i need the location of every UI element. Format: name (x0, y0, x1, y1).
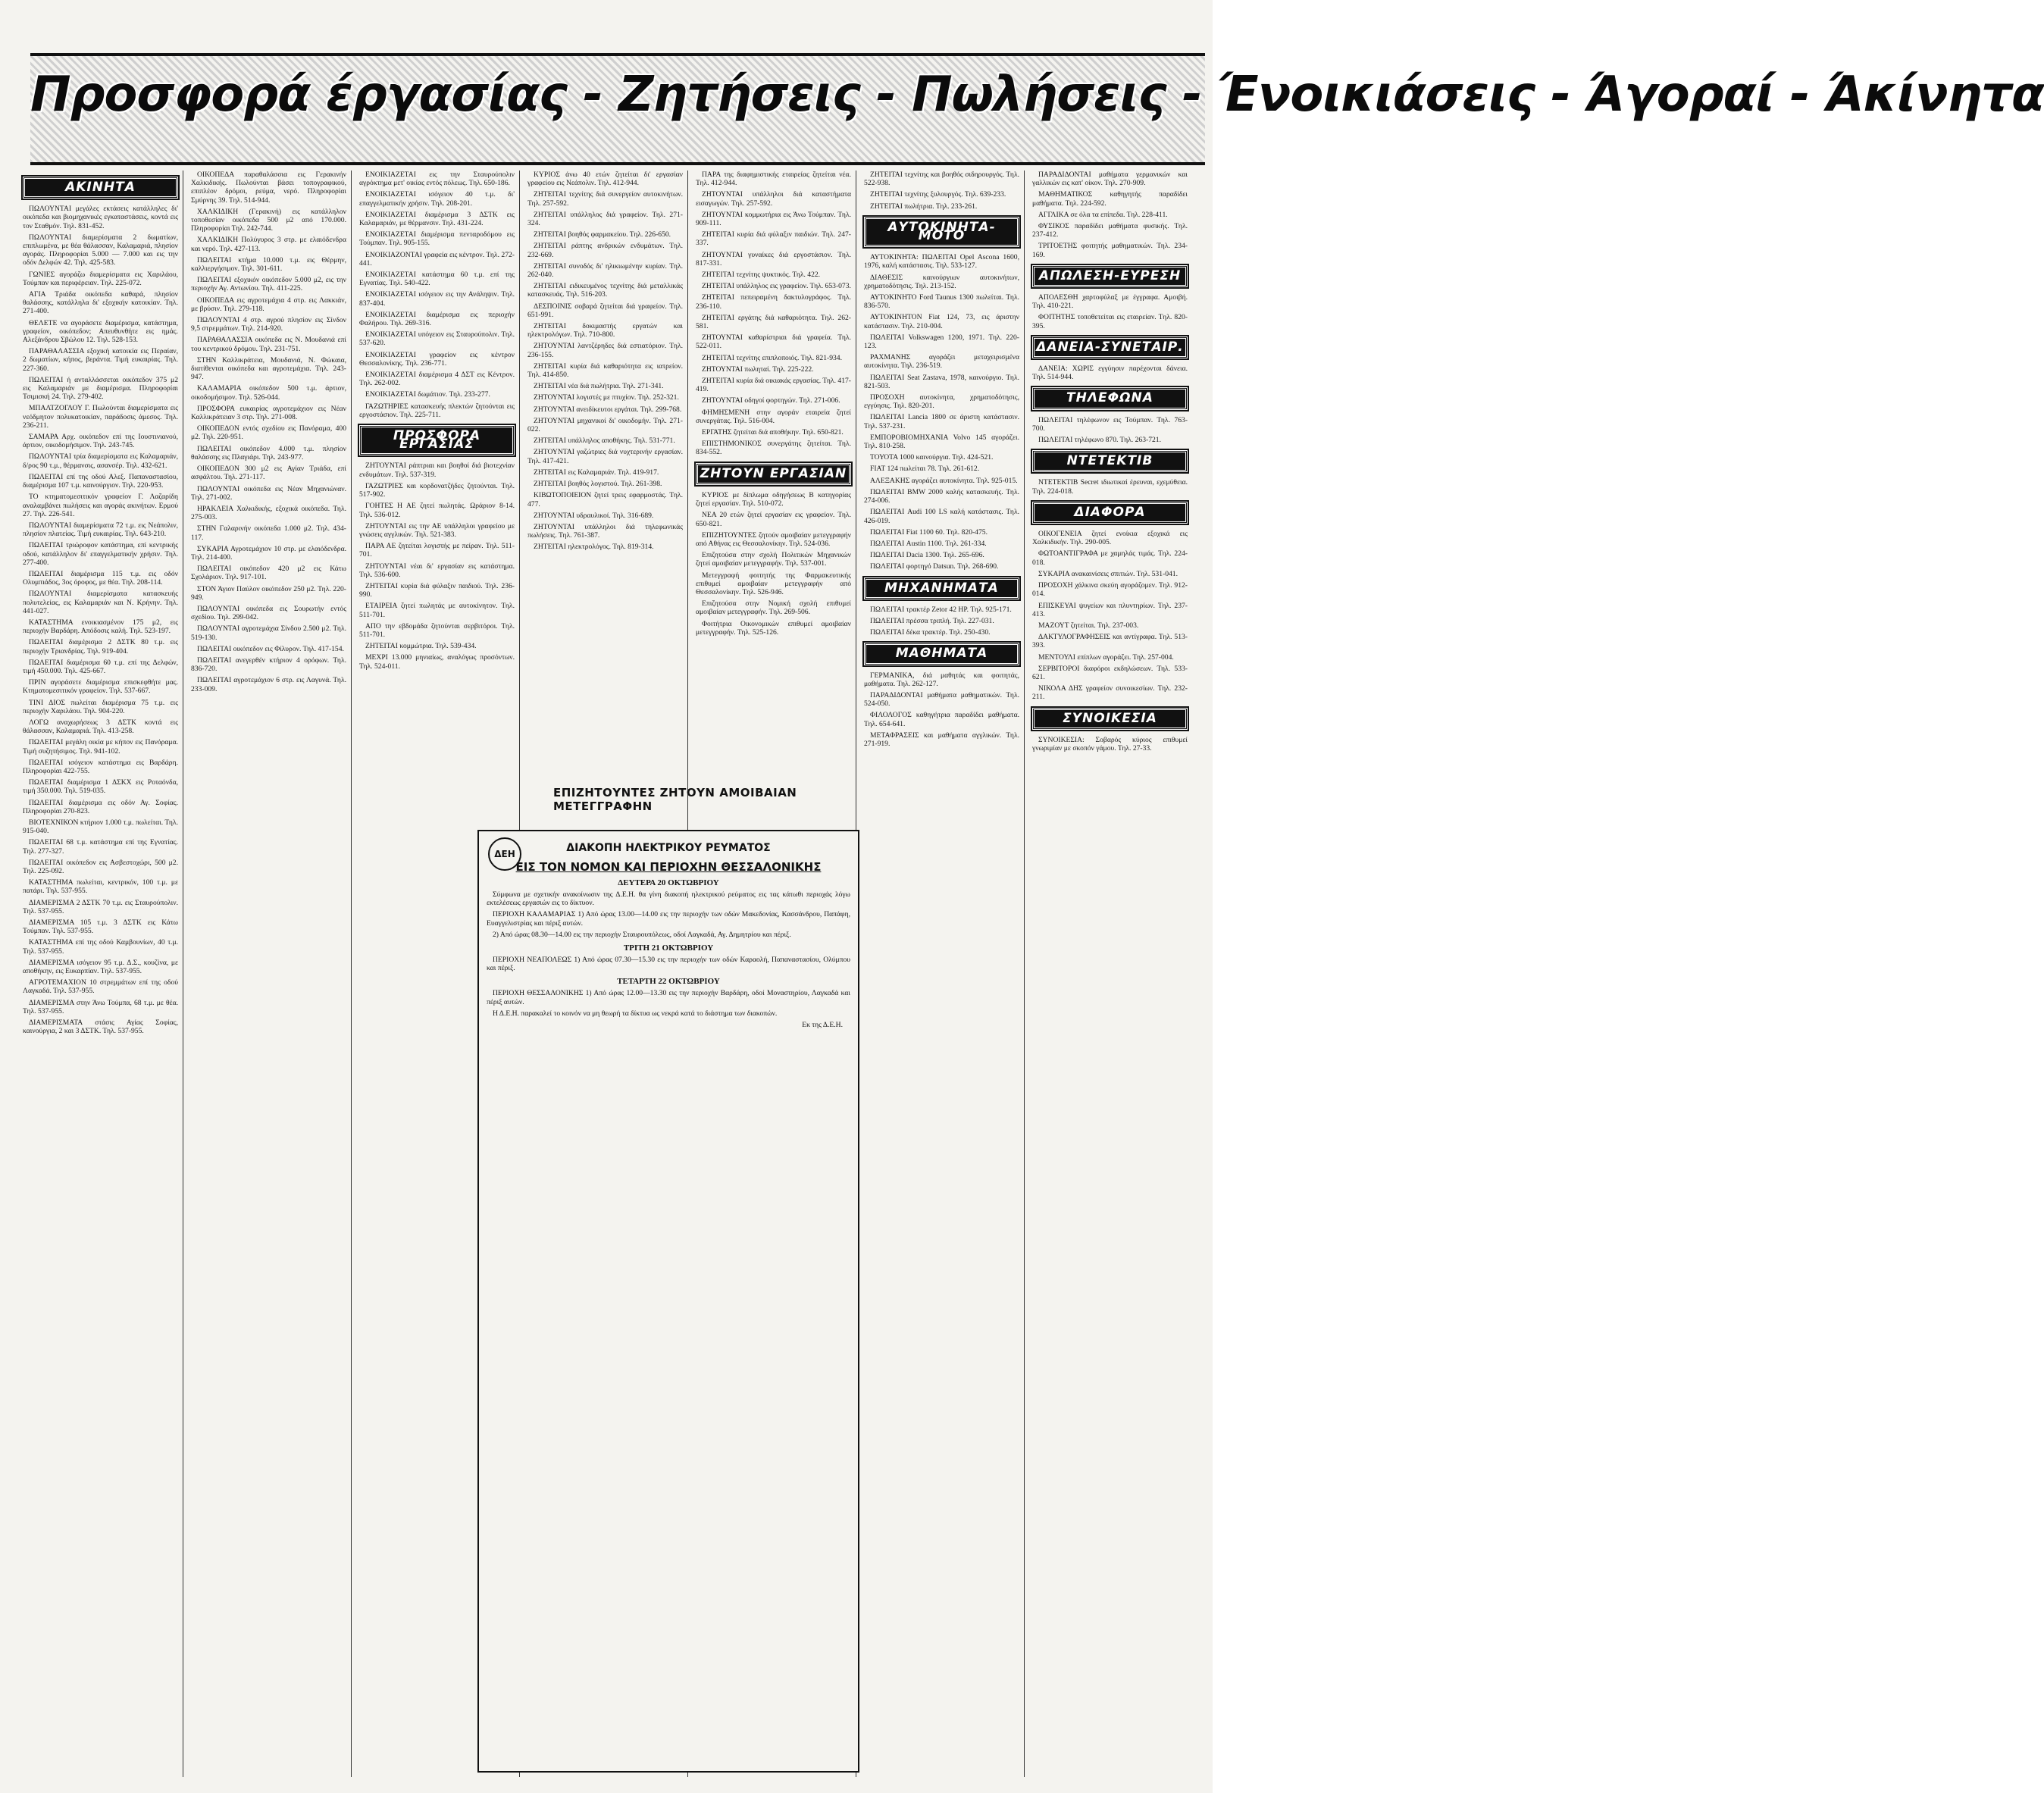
notice-title: ΕΙΣ ΤΟΝ ΝΟΜΟΝ ΚΑΙ ΠΕΡΙΟΧΗΝ ΘΕΣΣΑΛΟΝΙΚΗΣ (515, 860, 822, 874)
classified-ad: ΠΩΛΕΙΤΑΙ ισόγειον κατάστημα εις Βαρδάρη. Πληροφορίαι 422-755. (23, 758, 178, 775)
classified-ad: ΖΗΤΕΙΤΑΙ κυρία διά φύλαξιν παιδιού. Τηλ. 236-990. (359, 581, 515, 599)
classified-ad: ΖΗΤΟΥΝΤΑΙ οδηγοί φορτηγών. Τηλ. 271-006. (702, 396, 840, 405)
notice-body (479, 956, 858, 972)
classified-ad: ΓΕΡΜΑΝΙΚΑ, διά μαθητάς και φοιτητάς, μαθήματα. Τηλ. 262-127. (864, 671, 1019, 688)
section-header-prosfora: ΠΡΟΣΦΟΡΑ ΕΡΓΑΣΙΑΣ (359, 425, 515, 455)
ad-list (191, 171, 346, 693)
classified-ad: ΠΩΛΟΥΝΤΑΙ οικόπεδα εις Νέαν Μηχανιώναν. Τηλ. 271-002. (191, 484, 346, 502)
classified-ad: ΖΗΤΟΥΝΤΑΙ υδραυλικοί. Τηλ. 316-689. (534, 511, 654, 520)
classified-ad: ΧΑΛΚΙΔΙΚΗ (Γερακινή) εις κατάλληλον τοποθεσίαν οικόπεδα 500 μ2 από 170.000. Πληροφορίαι Τηλ. 242-744. (191, 207, 346, 233)
classified-ad: ΜΕΧΡΙ 13.000 μηνιαίως, αναλόγως προσόντων. Τηλ. 524-011. (359, 653, 515, 671)
classified-ad: ΕΝΟΙΚΙΑΖΕΤΑΙ ισόγειον εις την Ανάληψιν. Τηλ. 837-404. (359, 290, 515, 308)
classified-ad: ΖΗΤΟΥΝΤΑΙ γαζώτριες διά νυχτερινήν εργασίαν. Τηλ. 417-421. (527, 448, 683, 465)
classified-ad: ΣΥΝΟΙΚΕΣΙΑ: Σοβαρός κύριος επιθυμεί γνωριμίαν με σκοπόν γάμου. Τηλ. 27-33. (1032, 735, 1188, 753)
classified-ad: ΗΡΑΚΛΕΙΑ Χαλκιδικής, εξοχικά οικόπεδα. Τηλ. 275-003. (191, 504, 346, 522)
deh-logo: ΔΕΗ (488, 837, 521, 871)
classified-ad: ΤΙΝΙ ΔΙΟΣ πωλείται διαμέρισμα 75 τ.μ. εις περιοχήν Χαριλάου. Τηλ. 904-220. (23, 698, 178, 715)
ad-list (359, 171, 515, 671)
column-divider (351, 171, 352, 1777)
classified-ad: ΕΝΟΙΚΙΑΖΕΤΑΙ διαμέρισμα 3 ΔΣΤΚ εις Καλαμαριάν, με θέρμανσιν. Τηλ. 431-224. (359, 210, 515, 228)
classified-ad: ΖΗΤΕΙΤΑΙ τεχνίτης και βοηθός σιδηρουργός. Τηλ. 522-938. (864, 171, 1019, 188)
classified-ad: ΕΝΟΙΚΙΑΖΕΤΑΙ κατάστημα 60 τ.μ. επί της Εγνατίας. Τηλ. 540-422. (359, 271, 515, 288)
classified-ad: ΠΡΟΣΟΧΗ χάλκινα σκεύη αγοράζομεν. Τηλ. 912-014. (1032, 581, 1188, 599)
column-6 (864, 171, 1019, 1777)
classified-ad: ΟΙΚΟΓΕΝΕΙΑ ζητεί ενοίκια εξοχικά εις Χαλκιδικήν. Τηλ. 290-005. (1032, 530, 1188, 547)
classified-ad: ΑΥΤΟΚΙΝΗΤΟ Ford Taunus 1300 πωλείται. Τηλ. 836-570. (864, 293, 1019, 311)
classified-ad: ΣΕΡΒΙΤΟΡΟΙ διαφόροι εκδηλώσεων. Τηλ. 533-621. (1032, 664, 1188, 681)
section-header-aytokinita: ΑΥΤΟΚΙΝΗΤΑ-ΜΟΤΟ (864, 217, 1019, 247)
classified-ad: ΚΑΤΑΣΤΗΜΑ ενοικιασμένον 175 μ2, εις περιοχήν Βαρδάρη. Απόδοσις καλή. Τηλ. 523-197. (23, 618, 178, 636)
classified-ad: ΖΗΤΕΙΤΑΙ πωλήτρια. Τηλ. 233-261. (870, 202, 978, 211)
classified-ad: ΖΗΤΕΙΤΑΙ ειδικευμένος τεχνίτης διά μεταλλικάς κατασκευάς. Τηλ. 516-203. (527, 282, 683, 299)
notice-paragraph: ΠΕΡΙΟΧΗ ΚΑΛΑΜΑΡΙΑΣ 1) Από ώρας 13.00—14.00 εις την περιοχήν των οδών Μακεδονίας, Κασσάνδρου, Παπάφη, Ευαγγελιστρίας και πέριξ αυτών. (487, 910, 850, 928)
classified-ad: ΠΩΛΟΥΝΤΑΙ διαμερίσματα κατασκευής πολυτελείας, εις Καλαμαριάν και Ν. Κρήνην. Τηλ. 441-027. (23, 590, 178, 615)
classified-ad: ΕΝΟΙΚΙΑΖΕΤΑΙ γραφείον εις κέντρον Θεσσαλονίκης. Τηλ. 236-771. (359, 350, 515, 368)
classified-ad: ΠΩΛΕΙΤΑΙ Audi 100 LS καλή κατάστασις. Τηλ. 426-019. (864, 508, 1019, 525)
classified-ad: ΠΩΛΕΙΤΑΙ φορτηγό Datsun. Τηλ. 268-690. (870, 562, 999, 571)
classified-ad: ΠΑΡΑΘΑΛΑΣΣΙΑ οικόπεδα εις Ν. Μουδανιά επί του κεντρικού δρόμου. Τηλ. 231-751. (191, 336, 346, 353)
ad-list (1032, 171, 1188, 753)
classified-ad: Μετεγγραφή φοιτητής της Φαρμακευτικής επιθυμεί αμοιβαίαν μετεγγραφήν από Θεσσαλονίκην. Τηλ. 526-946. (696, 571, 851, 596)
classified-ad: ΖΗΤΟΥΝΤΑΙ ράπτριαι και βοηθοί διά βιοτεχνίαν ενδυμάτων. Τηλ. 537-319. (359, 462, 515, 479)
section-header-zitoun: ΖΗΤΟΥΝ ΕΡΓΑΣΙΑΝ (696, 463, 851, 485)
column-7 (1032, 171, 1188, 1777)
classified-ad: ΖΗΤΕΙΤΑΙ υπάλληλος διά γραφείον. Τηλ. 271-324. (527, 210, 683, 228)
notice-paragraph: 2) Από ώρας 08.30—14.00 εις την περιοχήν Σταυρουπόλεως, οδοί Λαγκαδά, Αγ. Δημητρίου και πέριξ. (493, 930, 791, 939)
classified-ad: ΕΝΟΙΚΙΑΖΕΤΑΙ ισόγειον 40 τ.μ. δι' επαγγελματικήν χρήσιν. Τηλ. 208-201. (359, 190, 515, 208)
classified-ad: ΠΩΛΟΥΝΤΑΙ διαμερίσματα 2 δωματίων, επιπλωμένα, με θέα θάλασσαν, Καλαμαριά, πλησίον αγοράς. Πληροφορίαι 5.000 — 7.000 και εις την οδόν Δελφών 42. Τηλ. 425-583. (23, 233, 178, 268)
classified-ad: ΓΟΗΤΕΣ Η ΑΕ ζητεί πωλητάς. Ωράριον 8-14. Τηλ. 536-012. (359, 502, 515, 519)
classified-ad: ΠΩΛΕΙΤΑΙ τηλέφωνο 870. Τηλ. 263-721. (1038, 436, 1161, 445)
notice-footer: Εκ της Δ.Ε.Η. (802, 1021, 843, 1030)
classified-ad: ΚΥΡΙΟΣ άνω 40 ετών ζητείται δι' εργασίαν γραφείου εις Νεάπολιν. Τηλ. 412-944. (527, 171, 683, 188)
notice-org: ΔΙΑΚΟΠΗ ΗΛΕΚΤΡΙΚΟΥ ΡΕΥΜΑΤΟΣ (566, 842, 771, 854)
classified-ad: ΠΩΛΕΙΤΑΙ τηλέφωνον εις Τούμπαν. Τηλ. 763-700. (1032, 415, 1188, 433)
classified-ad: ΑΥΤΟΚΙΝΗΤΑ: ΠΩΛΕΙΤΑΙ Opel Ascona 1600, 1976, καλή κατάστασις. Τηλ. 533-127. (864, 253, 1019, 271)
classified-ad: ΖΗΤΕΙΤΑΙ τεχνίτης ψυκτικός. Τηλ. 422. (702, 271, 821, 280)
classified-ad: ΔΙΑΜΕΡΙΣΜΑ στην Άνω Τούμπα, 68 τ.μ. με θέα. Τηλ. 537-955. (23, 998, 178, 1015)
classified-ad: ΖΗΤΟΥΝΤΑΙ μηχανικοί δι' οικοδομήν. Τηλ. 271-022. (527, 416, 683, 434)
classified-ad: ΟΙΚΟΠΕΔΟΝ 300 μ2 εις Αγίαν Τριάδα, επί ασφάλτου. Τηλ. 271-117. (191, 465, 346, 482)
classified-ad: ΜΑΘΗΜΑΤΙΚΟΣ καθηγητής παραδίδει μαθήματα. Τηλ. 224-592. (1032, 190, 1188, 208)
section-header-daneia: ΔΑΝΕΙΑ-ΣΥΝΕΤΑΙΡ. (1032, 336, 1188, 358)
section-header-mathimata: ΜΑΘΗΜΑΤΑ (864, 643, 1019, 665)
section-header-tilefona: ΤΗΛΕΦΩΝΑ (1032, 387, 1188, 409)
classified-ad: ΠΩΛΕΙΤΑΙ δέκα τρακτέρ. Τηλ. 250-430. (870, 628, 991, 637)
classified-ad: ΔΑΝΕΙΑ: ΧΩΡΙΣ εγγύησιν παρέχονται δάνεια. Τηλ. 514-944. (1032, 365, 1188, 382)
classified-ad: ΣΥΚΑΡΙΑ ανακαινίσεις σπιτιών. Τηλ. 531-041. (1038, 569, 1178, 578)
classified-ad: ΑΠΟ την εβδομάδα ζητούνται σερβιτόροι. Τηλ. 511-701. (359, 621, 515, 639)
classified-ad: ΑΓΙΑ Τριάδα οικόπεδα καθαρά, πλησίον θαλάσσης, κατάλληλα δι' εξοχικήν κατοικίαν. Τηλ. 271-400. (23, 290, 178, 316)
classified-ad: ΖΗΤΕΙΤΑΙ νέα διά πωλήτρια. Τηλ. 271-341. (534, 382, 664, 391)
classified-ad: ΦΟΙΤΗΤΗΣ τοποθετείται εις εταιρείαν. Τηλ. 820-395. (1032, 313, 1188, 330)
classified-ad: ΠΩΛΕΙΤΑΙ πρέσσα τριπλή. Τηλ. 227-031. (870, 616, 994, 625)
classified-ad: ΟΙΚΟΠΕΔΟΝ εντός σχεδίου εις Πανόραμα, 400 μ2. Τηλ. 220-951. (191, 424, 346, 442)
notice-body (479, 989, 858, 1018)
classified-ad: ΠΩΛΕΙΤΑΙ επί της οδού Αλεξ. Παπαναστασίου, διαμέρισμα 107 τ.μ. καινούργιον. Τηλ. 220-953. (23, 472, 178, 490)
notice-paragraph: Η Δ.Ε.Η. παρακαλεί το κοινόν να μη θεωρή τα δίκτυα ως νεκρά κατά το διάστημα των διακοπών. (493, 1009, 778, 1018)
classified-ad: ΖΗΤΟΥΝΤΑΙ νέαι δι' εργασίαν εις κατάστημα. Τηλ. 536-600. (359, 562, 515, 579)
section-header-akinita: ΑΚΙΝΗΤΑ (23, 177, 178, 199)
classified-ad: ΠΩΛΟΥΝΤΑΙ οικόπεδα εις Σουρωτήν εντός σχεδίου. Τηλ. 299-042. (191, 604, 346, 622)
classified-ad: ΠΡΟΣΟΧΗ αυτοκίνητα, χρηματοδότησις, εγγύησις. Τηλ. 820-201. (864, 393, 1019, 411)
classified-ad: ΕΤΑΙΡΕΙΑ ζητεί πωλητάς με αυτοκίνητον. Τηλ. 511-701. (359, 602, 515, 619)
classified-ad: ΠΩΛΕΙΤΑΙ οικόπεδον 4.000 τ.μ. πλησίον θαλάσσης εις Πλαγιάρι. Τηλ. 243-977. (191, 444, 346, 462)
classified-ad: ΑΛΕΞΑΚΗΣ αγοράζει αυτοκίνητα. Τηλ. 925-015. (870, 476, 1018, 485)
classified-ad: ΠΩΛΟΥΝΤΑΙ τρία διαμερίσματα εις Καλαμαριάν, δ/ρος 90 τ.μ., θέρμανσις, ασανσέρ. Τηλ. 432-621. (23, 452, 178, 470)
classified-ad: ΜΑΖΟΥΤ ζητείται. Τηλ. 237-003. (1038, 621, 1139, 630)
classified-ad: ΕΠΙΣΤΗΜΟΝΙΚΟΣ συνεργάτης ζητείται. Τηλ. 834-552. (696, 440, 851, 457)
classified-ad: ΠΑΡΑ της διαφημιστικής εταιρείας ζητείται νέα. Τηλ. 412-944. (696, 171, 851, 188)
classified-ad: ΕΝΟΙΚΙΑΖΕΤΑΙ δωμάτιον. Τηλ. 233-277. (365, 390, 490, 399)
classified-ad: ΖΗΤΕΙΤΑΙ συνοδός δι' ηλικιωμένην κυρίαν. Τηλ. 262-040. (527, 261, 683, 280)
classified-ad: ΦΗΜΗΣΜΕΝΗ στην αγοράν εταιρεία ζητεί συνεργάτας. Τηλ. 516-004. (696, 408, 851, 425)
classified-ad: ΠΩΛΕΙΤΑΙ ανεγερθέν κτήριον 4 ορόφων. Τηλ. 836-720. (191, 656, 346, 674)
classified-ad: ΖΗΤΕΙΤΑΙ τεχνίτης επιπλοποιός. Τηλ. 821-934. (702, 353, 842, 362)
classified-ad: ΦΥΣΙΚΟΣ παραδίδει μαθήματα φυσικής. Τηλ. 237-412. (1032, 222, 1188, 239)
notice-day-1: ΔΕΥΤΕΡΑ 20 ΟΚΤΩΒΡΙΟΥ (618, 878, 719, 887)
classified-ad: ΖΗΤΕΙΤΑΙ ράπτης ανδρικών ενδυμάτων. Τηλ. 232-669. (527, 242, 683, 259)
classified-ad: ΜΠΑΛΤΖΟΓΛΟΥ Γ. Πωλούνται διαμερίσματα εις νεόδμητον πολυκατοικίαν, παράδοσις άμεσος. Τηλ. 236-211. (23, 404, 178, 430)
notice-body (479, 890, 858, 939)
classified-ad: ΖΗΤΕΙΤΑΙ υπάλληλος αποθήκης. Τηλ. 531-771. (534, 437, 675, 446)
column-2 (191, 171, 346, 1777)
classified-ad: ΠΩΛΕΙΤΑΙ Dacia 1300. Τηλ. 265-696. (870, 551, 984, 560)
classified-ad: Επιζητούσα στην σχολή Πολιτικών Μηχανικών ζητεί αμοιβαίαν μετεγγραφήν. Τηλ. 537-001. (696, 551, 851, 568)
classified-ad: ΖΗΤΕΙΤΑΙ κυρία διά καθαριότητα εις ιατρείον. Τηλ. 414-850. (527, 361, 683, 380)
classified-ad: ΛΟΓΩ αναχωρήσεως 3 ΔΣΤΚ κοντά εις θάλασσαν, Καλαμαριά. Τηλ. 413-258. (23, 718, 178, 736)
notice-day-2: ΤΡΙΤΗ 21 ΟΚΤΩΒΡΙΟΥ (623, 943, 714, 953)
classified-ad: ΔΙΑΜΕΡΙΣΜΑΤΑ στάσις Αγίας Σοφίας, καινούργια, 2 και 3 ΔΣΤΚ. Τηλ. 537-955. (23, 1019, 178, 1036)
classified-ad: ΠΩΛΕΙΤΑΙ 68 τ.μ. κατάστημα επί της Εγνατίας. Τηλ. 277-327. (23, 838, 178, 856)
ad-list (864, 171, 1019, 748)
classified-ad: ΤΟ κτηματομεσιτικόν γραφείον Γ. Λαζαρίδη αναλαμβάνει πωλήσεις και αγοράς ακινήτων. Ερμού 27. Τηλ. 226-541. (23, 493, 178, 518)
classifieds-columns (23, 171, 1201, 1777)
section-header-diafora: ΔΙΑΦΟΡΑ (1032, 502, 1188, 524)
classified-ad: ΔΙΑΜΕΡΙΣΜΑ 2 ΔΣΤΚ 70 τ.μ. εις Σταυρούπολιν. Τηλ. 537-955. (23, 898, 178, 915)
classified-ad: ΠΩΛΕΙΤΑΙ οικόπεδον εις Φίλυρον. Τηλ. 417-154. (197, 644, 344, 653)
classified-ad: ΠΑΡΑΘΑΛΑΣΣΙΑ εξοχική κατοικία εις Περαίαν, 2 δωματίων, κήπος, βεράντα. Τιμή ευκαιρίας. Τηλ. 227-360. (23, 347, 178, 373)
classified-ad: ΕΠΙΖΗΤΟΥΝΤΕΣ ζητούν αμοιβαίαν μετεγγραφήν από Αθήνας εις Θεσσαλονίκην. Τηλ. 524-036. (696, 530, 851, 548)
classified-ad: ΖΗΤΟΥΝΤΑΙ ανειδίκευτοι εργάται. Τηλ. 299-768. (534, 405, 682, 414)
classified-ad: ΤΟΥΟΤΑ 1000 καινούργια. Τηλ. 424-521. (870, 453, 994, 462)
classified-ad: ΔΙΑΜΕΡΙΣΜΑ ισόγειον 95 τ.μ. Δ.Σ., κουζίνα, με αποθήκην, εις Ευκαρπίαν. Τηλ. 537-955. (23, 958, 178, 976)
classified-ad: ΖΗΤΕΙΤΑΙ υπάλληλος εις γραφείον. Τηλ. 653-073. (702, 282, 851, 291)
classified-ad: ΕΜΠΟΡΟΒΙΟΜΗΧΑΝΙΑ Volvo 145 αγοράζει. Τηλ. 810-258. (864, 433, 1019, 451)
section-header-ntetektiv: ΝΤΕΤΕΚΤΙΒ (1032, 450, 1188, 472)
classified-ad: ΒΙΟΤΕΧΝΙΚΟΝ κτήριον 1.000 τ.μ. πωλείται. Τηλ. 915-040. (23, 818, 178, 836)
classified-ad: ΕΝΟΙΚΙΑΖΟΝΤΑΙ γραφεία εις κέντρον. Τηλ. 272-441. (359, 250, 515, 268)
classified-ad: ΖΗΤΕΙΤΑΙ κυρία διά φύλαξιν παιδιών. Τηλ. 247-337. (696, 230, 851, 248)
classified-ad: ΚΥΡΙΟΣ με δίπλωμα οδηγήσεως Β κατηγορίας ζητεί εργασίαν. Τηλ. 510-072. (696, 490, 851, 508)
classified-ad: ΠΩΛΟΥΝΤΑΙ διαμερίσματα 72 τ.μ. εις Νεάπολιν, πλησίον πλατείας. Τιμή ευκαιρίας. Τηλ. 643-210. (23, 521, 178, 539)
section-header-apolesi: ΑΠΩΛΕΣΗ-ΕΥΡΕΣΗ (1032, 265, 1188, 287)
classified-ad: ΦΩΤΟΑΝΤΙΓΡΑΦΑ με χαμηλάς τιμάς. Τηλ. 224-018. (1032, 549, 1188, 567)
classified-ad: ΖΗΤΟΥΝΤΑΙ εις την ΑΕ υπάλληλοι γραφείου με γνώσεις αγγλικών. Τηλ. 521-383. (359, 521, 515, 539)
classified-ad: ΠΩΛΕΙΤΑΙ BMW 2000 καλής κατασκευής. Τηλ. 274-006. (864, 487, 1019, 505)
classified-ad: ΠΑΡΑ ΑΕ ζητείται λογιστής με πείραν. Τηλ. 511-701. (359, 542, 515, 559)
column-5 (696, 171, 851, 762)
classified-ad: ΚΑΤΑΣΤΗΜΑ επί της οδού Καμβουνίων, 40 τ.μ. Τηλ. 537-955. (23, 938, 178, 956)
classified-ad: ΠΩΛΕΙΤΑΙ Fiat 1100 60. Τηλ. 820-475. (870, 527, 988, 537)
column-4 (527, 171, 683, 777)
classified-ad: ΕΝΟΙΚΙΑΖΕΤΑΙ εις την Σταυρούπολιν αγρόκτημα μετ' οικίας εντός πόλεως. Τηλ. 650-186. (359, 171, 515, 188)
classified-ad: ΠΩΛΟΥΝΤΑΙ 4 στρ. αγρού πλησίον εις Σίνδον 9,5 στρεμμάτων. Τηλ. 214-920. (191, 316, 346, 333)
classified-ad: ΑΠΟΛΕΣΘΗ χαρτοφύλαξ με έγγραφα. Αμοιβή. Τηλ. 410-221. (1032, 293, 1188, 311)
classified-ad: ΚΙΒΩΤΟΠΟΙΕΙΟΝ ζητεί τρεις εφαρμοστάς. Τηλ. 477. (527, 491, 683, 508)
classified-ad: ΡΑΧΜΑΝΗΣ αγοράζει μεταχειρισμένα αυτοκίνητα. Τηλ. 236-519. (864, 353, 1019, 371)
classified-ad: ΖΗΤΕΙΤΑΙ δοκιμαστής εργατών και ηλεκτρολόγων. Τηλ. 710-800. (527, 322, 683, 340)
classified-ad: ΖΗΤΟΥΝΤΑΙ λογιστές με πτυχίον. Τηλ. 252-321. (534, 393, 679, 402)
notice-paragraph: Σύμφωνα με σχετικήν ανακοίνωσιν της Δ.Ε.Η. θα γίνη διακοπή ηλεκτρικού ρεύματος εις τας κάτωθι περιοχάς λόγω εκτελέσεως εργασιών εις το δίκτυον. (487, 890, 850, 908)
classified-ad: ΓΑΖΩΤΗΡΙΕΣ κατασκευής πλεκτών ζητούνται εις εργοστάσιον. Τηλ. 225-711. (359, 402, 515, 419)
column-divider (1024, 171, 1025, 1777)
notice-paragraph: ΠΕΡΙΟΧΗ ΝΕΑΠΟΛΕΩΣ 1) Από ώρας 07.30—15.30 εις την περιοχήν των οδών Καραολή, Παπαναστασίου, Ολύμπου και πέριξ. (487, 956, 850, 973)
classified-ad: Φοιτήτρια Οικονομικών επιθυμεί αμοιβαίαν μετεγγραφήν. Τηλ. 525-126. (696, 619, 851, 637)
classified-ad: ΖΗΤΕΙΤΑΙ πεπειραμένη δακτυλογράφος. Τηλ. 236-110. (696, 293, 851, 311)
classified-ad: ΟΙΚΟΠΕΔΑ παραθαλάσσια εις Γερακινήν Χαλκιδικής. Πωλούνται βάσει τοπογραφικού, επιπλέον δρόμοι, ρεύμα, νερό. Πληροφορίαι Σμύρνης 39. Τηλ. 514-944. (191, 171, 346, 205)
classified-ad: ΠΩΛΕΙΤΑΙ Seat Zastava, 1978, καινούργιο. Τηλ. 821-503. (864, 373, 1019, 390)
section-header-michanimata: ΜΗΧΑΝΗΜΑΤΑ (864, 577, 1019, 599)
classified-ad: ΧΑΛΚΙΔΙΚΗ Πολύγυρος 3 στρ. με ελαιόδενδρα και νερό. Τηλ. 427-113. (191, 236, 346, 253)
classified-ad: ΖΗΤΕΙΤΑΙ τεχνίτης ξυλουργός. Τηλ. 639-233. (870, 190, 1006, 199)
classified-ad: ΟΙΚΟΠΕΔΑ εις αγροτεμάχια 4 στρ. εις Λακκιάν, με βρύσιν. Τηλ. 279-118. (191, 296, 346, 313)
classified-ad: ΠΩΛΕΙΤΑΙ Austin 1100. Τηλ. 261-334. (870, 539, 987, 548)
classified-ad: ΠΩΛΕΙΤΑΙ οικόπεδον 420 μ2 εις Κάτω Σχολάριον. Τηλ. 917-101. (191, 565, 346, 582)
classified-ad: ΑΓΓΛΙΚΑ σε όλα τα επίπεδα. Τηλ. 228-411. (1038, 210, 1168, 219)
classified-ad: ΜΕΝΤΟΥΛΙ επίπλων αγοράζει. Τηλ. 257-004. (1038, 652, 1174, 662)
classified-ad: ΖΗΤΕΙΤΑΙ εργάτης διά καθαριότητα. Τηλ. 262-581. (696, 313, 851, 331)
classified-ad: ΔΕΣΠΟΙΝΙΣ σοβαρά ζητείται διά γραφείον. Τηλ. 651-991. (527, 302, 683, 319)
transfer-heading: ΕΠΙΖΗΤΟΥΝΤΕΣ ΖΗΤΟΥΝ ΑΜΟΙΒΑΙΑΝ ΜΕΤΕΓΓΡΑΦΗΝ (553, 786, 797, 813)
classified-ad: ΣΤΗΝ Καλλικράτεια, Μουδανιά, Ν. Φώκαια, διατίθενται οικόπεδα και αγροτεμάχια. Τηλ. 243-947. (191, 355, 346, 382)
classified-ad: ΖΗΤΟΥΝΤΑΙ λαντζέρηδες διά εστιατόριον. Τηλ. 236-155. (527, 342, 683, 359)
classified-ad: ΖΗΤΟΥΝΤΑΙ καθαρίστριαι διά γραφεία. Τηλ. 522-011. (696, 333, 851, 351)
ad-list (23, 205, 178, 1035)
classified-ad: ΠΩΛΕΙΤΑΙ αγροτεμάχιον 6 στρ. εις Λαγυνά. Τηλ. 233-009. (191, 676, 346, 693)
ad-list (696, 171, 851, 637)
classified-ad: ΠΩΛΕΙΤΑΙ διαμέρισμα 115 τ.μ. εις οδόν Ολυμπιάδος, 3ος όροφος, με θέα. Τηλ. 208-114. (23, 569, 178, 587)
classified-ad: ΘΕΛΕΤΕ να αγοράσετε διαμέρισμα, κατάστημα, γραφείον, οικόπεδον; Απευθυνθήτε εις ημάς. Αλεξάνδρου Σβώλου 12. Τηλ. 528-153. (23, 318, 178, 345)
classified-ad: ΠΑΡΑΔΙΔΟΝΤΑΙ μαθήματα μαθηματικών. Τηλ. 524-050. (864, 690, 1019, 709)
classified-ad: ΣΑΜΑΡΑ Αρχ. οικόπεδον επί της Ιουστινιανού, άρτιον, οικοδομήσιμον. Τηλ. 243-745. (23, 433, 178, 450)
classifieds-banner (30, 53, 2044, 165)
classified-ad: ΠΩΛΕΙΤΑΙ τρακτέρ Zetor 42 HP. Τηλ. 925-171. (870, 605, 1012, 614)
classified-ad: ΑΥΤΟΚΙΝΗΤΟΝ Fiat 124, 73, εις άριστην κατάστασιν. Τηλ. 210-004. (864, 313, 1019, 330)
classified-ad: ΖΗΤΟΥΝΤΑΙ γυναίκες διά εργοστάσιον. Τηλ. 817-331. (696, 250, 851, 268)
classified-ad: ΝΕΑ 20 ετών ζητεί εργασίαν εις γραφείον. Τηλ. 650-821. (696, 511, 851, 528)
classified-ad: ΓΑΖΩΤΡΙΕΣ και κορδονατζήδες ζητούνται. Τηλ. 517-902. (359, 481, 515, 499)
classified-ad: ΠΩΛΟΥΝΤΑΙ μεγάλες εκτάσεις κατάλληλες δι' οικόπεδα και βιομηχανικές εγκαταστάσεις, κοντά εις τον Σταθμόν. Τηλ. 831-452. (23, 205, 178, 230)
classified-ad: ΕΝΟΙΚΙΑΖΕΤΑΙ διαμέρισμα εις περιοχήν Φαλήρου. Τηλ. 269-316. (359, 310, 515, 328)
classified-ad: ΠΩΛΕΙΤΑΙ μεγάλη οικία με κήπον εις Πανόραμα. Τιμή συζητήσιμος. Τηλ. 941-102. (23, 738, 178, 756)
classified-ad: ΖΗΤΟΥΝΤΑΙ πωληταί. Τηλ. 225-222. (702, 365, 814, 374)
classified-ad: ΠΩΛΟΥΝΤΑΙ αγροτεμάχια Σίνδου 2.500 μ2. Τηλ. 519-130. (191, 624, 346, 642)
classified-ad: ΖΗΤΕΙΤΑΙ εις Καλαμαριάν. Τηλ. 419-917. (534, 468, 659, 477)
notice-day-3: ΤΕΤΑΡΤΗ 22 ΟΚΤΩΒΡΙΟΥ (617, 977, 720, 987)
classified-ad: ΠΩΛΕΙΤΑΙ διαμέρισμα εις οδόν Αγ. Σοφίας. Πληροφορίαι 270-823. (23, 798, 178, 815)
classified-ad: ΕΡΓΑΤΗΣ ζητείται διά αποθήκην. Τηλ. 650-821. (702, 428, 844, 437)
classified-ad: ΦΙΛΟΛΟΓΟΣ καθηγήτρια παραδίδει μαθήματα. Τηλ. 654-641. (864, 711, 1019, 728)
classified-ad: ΠΩΛΕΙΤΑΙ οικόπεδον εις Ασβεστοχώρι, 500 μ2. Τηλ. 225-092. (23, 858, 178, 876)
classified-ad: ΠΩΛΕΙΤΑΙ εξοχικόν οικόπεδον 5.000 μ2, εις την περιοχήν Αγ. Αντωνίου. Τηλ. 411-225. (191, 276, 346, 293)
classified-ad: FIAT 124 πωλείται 78. Τηλ. 261-612. (870, 465, 980, 474)
classified-ad: ΜΕΤΑΦΡΑΣΕΙΣ και μαθήματα αγγλικών. Τηλ. 271-919. (864, 731, 1019, 748)
classified-ad: ΔΙΑΜΕΡΙΣΜΑ 105 τ.μ. 3 ΔΣΤΚ εις Κάτω Τούμπαν. Τηλ. 537-955. (23, 918, 178, 936)
classified-ad: ΖΗΤΟΥΝΤΑΙ υπάλληλοι διά τηλεφωνικάς πωλήσεις. Τηλ. 761-387. (527, 522, 683, 540)
classified-ad: ΠΩΛΕΙΤΑΙ τριώροφον κατάστημα, επί κεντρικής οδού, κατάλληλον δι' επαγγελματικήν χρήσιν. Τηλ. 277-400. (23, 541, 178, 567)
classified-ad: ΖΗΤΕΙΤΑΙ κυρία διά οικιακάς εργασίας. Τηλ. 417-419. (696, 377, 851, 394)
classified-ad: ΠΩΛΕΙΤΑΙ διαμέρισμα 1 ΔΣΚΧ εις Ροταόνδα, τιμή 350.000. Τηλ. 519-035. (23, 778, 178, 796)
classified-ad: ΖΗΤΕΙΤΑΙ βοηθός λογιστού. Τηλ. 261-398. (534, 480, 662, 489)
section-header-synoikesia: ΣΥΝΟΙΚΕΣΙΑ (1032, 708, 1188, 730)
classified-ad: ΖΗΤΕΙΤΑΙ κομμώτρια. Τηλ. 539-434. (365, 642, 477, 651)
classified-ad: ΠΩΛΕΙΤΑΙ διαμέρισμα 2 ΔΣΤΚ 80 τ.μ. εις περιοχήν Τριανδρίας. Τηλ. 919-404. (23, 638, 178, 656)
classified-ad: ΚΑΛΑΜΑΡΙΑ οικόπεδον 500 τ.μ. άρτιον, οικοδομήσιμον. Τηλ. 526-044. (191, 384, 346, 402)
banner-title: Προσφορά έργασίας - Ζητήσεις - Πωλήσεις - Ένοικιάσεις - Άγοραί - Άκίνητα (30, 67, 2044, 123)
classified-ad: ΠΡΟΣΦΟΡΑ ευκαιρίας αγροτεμάχιον εις Νέαν Καλλικράτειαν 3 στρ. Τηλ. 271-008. (191, 404, 346, 422)
ad-list (527, 171, 683, 552)
classified-ad: ΣΥΚΑΡΙΑ Αγροτεμάχιον 10 στρ. με ελαιόδενδρα. Τηλ. 214-400. (191, 544, 346, 562)
classified-ad: ΖΗΤΟΥΝΤΑΙ κομμωτήρια εις Άνω Τούμπαν. Τηλ. 909-111. (696, 210, 851, 228)
classified-ad: ΕΝΟΙΚΙΑΖΕΤΑΙ διαμέρισμα πενταροδόμου εις Τούμπαν. Τηλ. 905-155. (359, 230, 515, 248)
classified-ad: ΕΝΟΙΚΙΑΖΕΤΑΙ υπόγειον εις Σταυρούπολιν. Τηλ. 537-620. (359, 330, 515, 348)
classified-ad: ΕΝΟΙΚΙΑΖΕΤΑΙ διαμέρισμα 4 ΔΣΤ εις Κέντρον. Τηλ. 262-002. (359, 371, 515, 388)
classified-ad: ΠΩΛΕΙΤΑΙ Lancia 1800 σε άριστη κατάστασιν. Τηλ. 537-231. (864, 413, 1019, 430)
power-outage-notice (477, 830, 859, 1773)
classified-ad: ΠΩΛΕΙΤΑΙ διαμέρισμα 60 τ.μ. επί της Δελφών, τιμή 450.000. Τηλ. 425-667. (23, 658, 178, 675)
classified-ad: ΚΑΤΑΣΤΗΜΑ πωλείται, κεντρικόν, 100 τ.μ. με πατάρι. Τηλ. 537-955. (23, 878, 178, 896)
classified-ad: ΕΠΙΣΚΕΥΑΙ ψυγείων και πλυντηρίων. Τηλ. 237-413. (1032, 601, 1188, 618)
classified-ad: ΔΙΑΘΕΣΙΣ καινούργιων αυτοκινήτων, χρηματοδότησις. Τηλ. 213-152. (864, 273, 1019, 290)
classified-ad: ΖΗΤΕΙΤΑΙ τεχνίτης διά συνεργείον αυτοκινήτων. Τηλ. 257-592. (527, 190, 683, 208)
classified-ad: ΠΩΛΕΙΤΑΙ ή ανταλλάσσεται οικόπεδον 375 μ2 εις Καλαμαριάν με διαμέρισμα. Πληροφορίαι Τσιμισκή 24. Τηλ. 279-402. (23, 375, 178, 402)
classified-ad: ΣΤΗΝ Γαλαρινήν οικόπεδα 1.000 μ2. Τηλ. 434-117. (191, 524, 346, 542)
classified-ad: ΠΑΡΑΔΙΔΟΝΤΑΙ μαθήματα γερμανικών και γαλλικών εις κατ' οίκον. Τηλ. 270-909. (1032, 171, 1188, 188)
classified-ad: ΠΡΙΝ αγοράσετε διαμέρισμα επισκεφθήτε μας. Κτηματομεσιτικόν γραφείον. Τηλ. 537-667. (23, 678, 178, 696)
classified-ad: ΠΩΛΕΙΤΑΙ κτήμα 10.000 τ.μ. εις Θέρμην, καλλιεργήσιμον. Τηλ. 301-611. (191, 255, 346, 274)
column-1 (23, 171, 178, 1777)
classified-ad: ΠΩΛΕΙΤΑΙ Volkswagen 1200, 1971. Τηλ. 220-123. (864, 333, 1019, 351)
classified-ad: ΤΡΙΤΟΕΤΗΣ φοιτητής μαθηματικών. Τηλ. 234-169. (1032, 242, 1188, 259)
classified-ad: ΔΑΚΤΥΛΟΓΡΑΦΗΣΕΙΣ και αντίγραφα. Τηλ. 513-393. (1032, 633, 1188, 650)
classified-ad: Επιζητούσα στην Νομική σχολή επιθυμεί αμοιβαίαν μετεγγραφήν. Τηλ. 269-506. (696, 599, 851, 617)
classified-ad: ΝΤΕΤΕΚΤΙΒ Secret ιδιωτικαί έρευναι, εχεμύθεια. Τηλ. 224-018. (1032, 478, 1188, 496)
classified-ad: ΖΗΤΟΥΝΤΑΙ υπάλληλοι διά καταστήματα εισαγωγών. Τηλ. 257-592. (696, 190, 851, 208)
classified-ad: ΖΗΤΕΙΤΑΙ βοηθός φαρμακείου. Τηλ. 226-650. (534, 230, 671, 239)
classified-ad: ΝΙΚΟΛΑ ΔΗΣ γραφείον συνοικεσίων. Τηλ. 232-211. (1032, 684, 1188, 702)
notice-paragraph: ΠΕΡΙΟΧΗ ΘΕΣΣΑΛΟΝΙΚΗΣ 1) Από ώρας 12.00—13.30 εις την περιοχήν Βαρδάρη, οδοί Μοναστηρίου, Λαγκαδά και πέριξ αυτών. (487, 989, 850, 1006)
classified-ad: ΖΗΤΕΙΤΑΙ ηλεκτρολόγος. Τηλ. 819-314. (534, 543, 654, 552)
classified-ad: ΣΤΟΝ Άγιον Παύλον οικόπεδον 250 μ2. Τηλ. 220-949. (191, 584, 346, 602)
classified-ad: ΓΩΝΙΕΣ αγοράζω διαμερίσματα εις Χαριλάου, Τούμπαν και περιφέρειαν. Τηλ. 225-072. (23, 270, 178, 287)
classified-ad: ΑΓΡΟΤΕΜΑΧΙΟΝ 10 στρεμμάτων επί της οδού Λαγκαδά. Τηλ. 537-955. (23, 978, 178, 996)
